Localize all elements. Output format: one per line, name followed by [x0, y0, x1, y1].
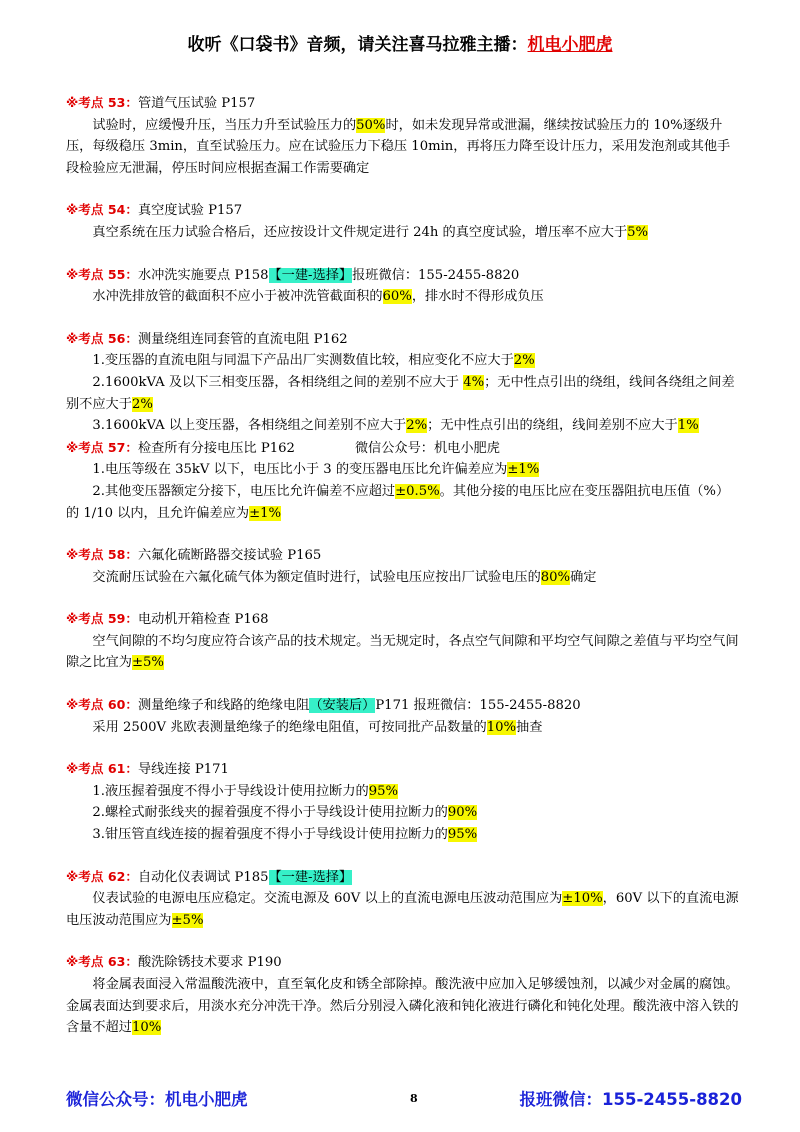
kp-mark: ※考点 59：: [66, 611, 138, 627]
highlight: ±5%: [171, 912, 204, 928]
highlight: 2%: [513, 353, 535, 369]
kp-title: 六氟化硫断路器交接试验 P165: [137, 548, 322, 564]
header-host-link[interactable]: 机电小肥虎: [527, 35, 613, 55]
list-item: [66, 415, 742, 437]
kp-body: [66, 567, 742, 589]
kp-56: [66, 328, 742, 437]
list-item: [66, 781, 742, 803]
text: 2.螺栓式耐张线夹的握着强度不得小于导线设计使用拉断力的: [92, 805, 448, 821]
kp-60: [66, 694, 742, 738]
kp-58: [66, 544, 742, 588]
highlight: 4%: [463, 374, 485, 390]
highlight: ±5%: [131, 655, 164, 671]
kp-title: 管道气压试验 P157: [137, 96, 256, 111]
kp-mark: ※考点 57：: [66, 439, 138, 455]
highlight: ±1%: [249, 505, 282, 521]
list-item: [66, 481, 742, 524]
kp-title-rest: P171 报班微信：155-2455-8820: [375, 698, 581, 714]
highlight: 5%: [627, 224, 649, 240]
page-header: [0, 30, 800, 55]
kp-body: [66, 717, 742, 739]
footer-wechat-account: 微信公众号：机电小肥虎: [66, 1090, 248, 1109]
kp-53: [66, 92, 742, 179]
text: 3.钳压管直线连接的握着强度不得小于导线设计使用拉断力的: [92, 827, 448, 843]
footer-signup-wechat: 报班微信：155-2455-8820: [519, 1090, 742, 1109]
highlight: ±0.5%: [395, 483, 440, 499]
page-number: 8: [410, 1092, 418, 1105]
list-item: [66, 824, 742, 846]
text: 时，如未发现异常或泄漏，继续按试验压力的 10%逐级升压，每级稳压 3min，直至试验压力。应在试验压力下稳压 10min，再将压力降至设计压力，采用发泡剂或其他手段检验应无泄漏，停压时间应根据查漏工作需要确定: [66, 117, 731, 176]
kp-mark: ※考点 62：: [66, 868, 138, 884]
kp-title: 电动机开箱检查 P168: [137, 612, 269, 628]
kp-55: [66, 264, 742, 308]
kp-extra: 报班微信：155-2455-8820: [352, 267, 520, 283]
text: 水冲洗排放管的截面积不应小于被冲洗管截面积的: [92, 289, 383, 305]
kp-63: [66, 951, 742, 1038]
text: ；无中性点引出的绕组，线间差别不应大于: [427, 418, 678, 434]
highlight: 60%: [382, 289, 412, 305]
kp-title: 酸洗除锈技术要求 P190: [137, 955, 282, 971]
kp-title: 测量绝缘子和线路的绝缘电阻: [137, 698, 310, 714]
text: ；无中性点引出的绕组，线间各绕组之间差别不应大于: [66, 374, 735, 412]
kp-57: [66, 437, 742, 524]
text: ，排水时不得形成负压: [411, 289, 544, 305]
highlight: ±1%: [507, 462, 540, 478]
text: 试验时，应缓慢升压，当压力升至试验压力的: [92, 117, 357, 133]
highlight: 1%: [677, 418, 699, 434]
content: [66, 92, 742, 1059]
highlight: 80%: [540, 569, 571, 585]
kp-mark: ※考点 56：: [66, 330, 138, 346]
text: 。其他分接的电压比应在变压器阻抗电压值（%）的 1/10 以内，且允许偏差应为: [66, 483, 730, 521]
kp-extra: 微信公众号：机电小肥虎: [354, 440, 500, 456]
highlight: ±10%: [562, 891, 603, 907]
text: 采用 2500V 兆欧表测量绝缘子的绝缘电阻值，可按同批产品数量的: [92, 719, 487, 735]
kp-title: 导线连接 P171: [137, 762, 229, 778]
text: 将金属表面浸入常温酸洗液中，直至氧化皮和锈全部除掉。酸洗液中应加入足够缓蚀剂，以减少对金属的腐蚀。金属表面达到要求后，用淡水充分冲洗干净。然后分别浸入磷化液和钝化液进行磷化和钝化处理。酸洗液中溶入铁的含量不超过: [66, 977, 739, 1036]
text: 空气间隙的不均匀度应符合该产品的技术规定。当无规定时，各点空气间隙和平均空气间隙之差值与平均空气间隙之比宜为: [66, 633, 739, 671]
text: 3.1600kVA 以上变压器，各相绕组之间差别不应大于: [92, 418, 407, 434]
text: 2.其他变压器额定分接下，电压比允许偏差不应超过: [92, 483, 396, 499]
kp-title: 水冲洗实施要点 P158: [137, 267, 269, 283]
highlight: 90%: [447, 805, 478, 821]
highlight: 95%: [368, 783, 399, 799]
highlight: 10%: [486, 719, 517, 735]
kp-body: [66, 974, 742, 1039]
kp-mark: ※考点 60：: [66, 697, 138, 713]
kp-mark: ※考点 58：: [66, 547, 138, 563]
text: 仪表试验的电源电压应稳定。交流电源及 60V 以上的直流电源电压波动范围应为: [92, 891, 563, 907]
kp-title: 自动化仪表调试 P185: [137, 869, 269, 885]
kp-body: [66, 222, 742, 244]
kp-mark: ※考点 53：: [66, 95, 138, 110]
tag-highlight: （安装后）: [309, 698, 376, 714]
kp-62: [66, 866, 742, 932]
text: 抽查: [516, 719, 543, 735]
kp-mark: ※考点 54：: [66, 202, 138, 218]
text: 确定: [570, 569, 597, 585]
text: 1.液压握着强度不得小于导线设计使用拉断力的: [92, 783, 369, 799]
kp-mark: ※考点 55：: [66, 266, 138, 282]
kp-54: [66, 199, 742, 243]
list-item: [66, 372, 742, 415]
kp-body: [66, 286, 742, 308]
header-prefix: 收听《口袋书》音频，请关注喜马拉雅主播：: [187, 35, 528, 55]
tag-highlight: 【一建-选择】: [268, 869, 353, 885]
kp-body: [66, 888, 742, 931]
kp-mark: ※考点 63：: [66, 954, 138, 970]
highlight: 2%: [131, 396, 153, 412]
kp-body: [66, 115, 742, 180]
text: 1.变压器的直流电阻与同温下产品出厂实测数值比较，相应变化不应大于: [92, 353, 514, 369]
kp-mark: ※考点 61：: [66, 761, 138, 777]
text: 真空系统在压力试验合格后，还应按设计文件规定进行 24h 的真空度试验，增压率不应大于: [92, 224, 628, 240]
highlight: 95%: [447, 827, 478, 843]
list-item: [66, 459, 742, 481]
text: ，60V 以下的直流电源电压波动范围应为: [66, 891, 739, 928]
kp-title: 测量绕组连同套管的直流电阻 P162: [137, 331, 348, 347]
kp-body: [66, 631, 742, 674]
kp-title: 真空度试验 P157: [137, 203, 243, 219]
highlight: 50%: [356, 117, 386, 133]
kp-59: [66, 608, 742, 674]
list-item: [66, 802, 742, 824]
text: 2.1600kVA 及以下三相变压器，各相绕组之间的差别不应大于: [92, 374, 464, 390]
highlight: 10%: [131, 1020, 162, 1036]
tag-highlight: 【一建-选择】: [268, 267, 353, 283]
text: 1.电压等级在 35kV 以下，电压比小于 3 的变压器电压比允许偏差应为: [92, 462, 508, 478]
kp-title: 检查所有分接电压比 P162: [137, 440, 295, 456]
highlight: 2%: [406, 418, 428, 434]
kp-61: [66, 758, 742, 845]
list-item: [66, 350, 742, 372]
text: 交流耐压试验在六氟化硫气体为额定值时进行，试验电压应按出厂试验电压的: [92, 569, 541, 585]
